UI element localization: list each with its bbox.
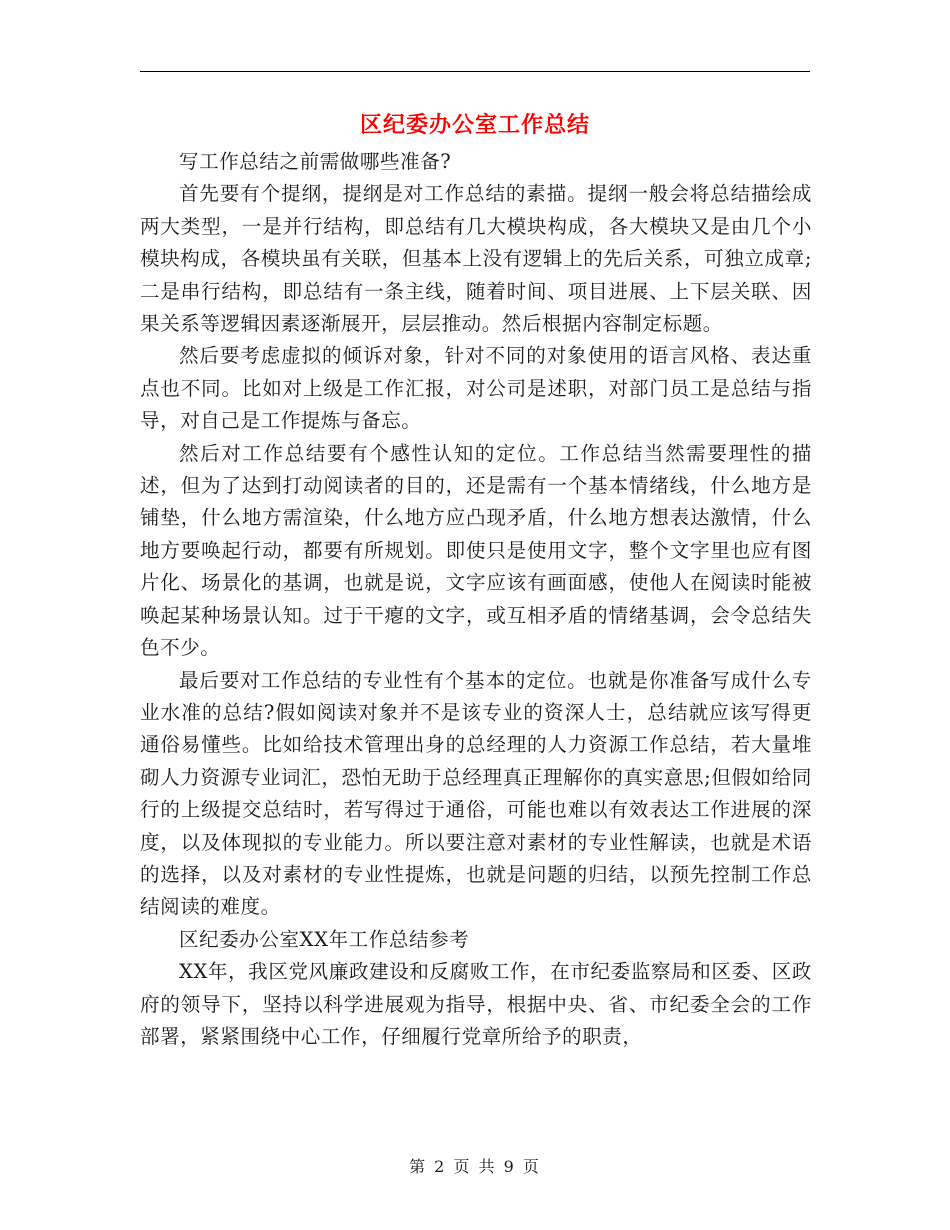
paragraph-summary-intro: XX年，我区党风廉政建设和反腐败工作，在市纪委监察局和区委、区政府的领导下，坚持以科学进展观为指导，根据中央、省、市纪委全会的工作部署，紧紧围绕中心工作，仔细履行党章所给予的职责，	[140, 960, 812, 1048]
paragraph-emotion: 然后对工作总结要有个感性认知的定位。工作总结当然需要理性的描述，但为了达到打动阅读者的目的，还是需有一个基本情绪线，什么地方是铺垫，什么地方需渲染，什么地方应凸现矛盾，什么地方想表达激情，什么地方要唤起行动，都要有所规划。即使只是使用文字，整个文字里也应有图片化、场景化的基调，也就是说，文字应该有画面感，使他人在阅读时能被唤起某种场景认知。过于干瘪的文字，或互相矛盾的情绪基调，会令总结失色不少。	[140, 441, 812, 660]
paragraph-outline: 首先要有个提纲，提纲是对工作总结的素描。提纲一般会将总结描绘成两大类型，一是并行结构，即总结有几大模块构成，各大模块又是由几个小模块构成，各模块虽有关联，但基本上没有逻辑上的先后关系，可独立成章;二是串行结构，即总结有一条主线，随着时间、项目进展、上下层关联、因果关系等逻辑因素逐渐展开，层层推动。然后根据内容制定标题。	[140, 182, 812, 336]
paragraph-question: 写工作总结之前需做哪些准备?	[179, 150, 452, 173]
header-rule	[140, 71, 810, 72]
document-body	[140, 146, 812, 1053]
paragraph-reference-heading: 区纪委办公室XX年工作总结参考	[179, 927, 470, 951]
document-title: 区纪委办公室工作总结	[359, 112, 590, 138]
paragraph-professionalism: 最后要对工作总结的专业性有个基本的定位。也就是你准备写成什么专业水准的总结?假如阅读对象并不是该专业的资深人士，总结就应该写得更通俗易懂些。比如给技术管理出身的总经理的人力资源工作总结，若大量堆砌人力资源专业词汇，恐怕无助于总经理真正理解你的真实意思;但假如给同行的上级提交总结时，若写得过于通俗，可能也难以有效表达工作进展的深度，以及体现拟的专业能力。所以要注意对素材的专业性解读，也就是术语的选择，以及对素材的专业性提炼，也就是问题的归结，以预先控制工作总结阅读的难度。	[140, 668, 812, 919]
paragraph-audience: 然后要考虑虚拟的倾诉对象，针对不同的对象使用的语言风格、表达重点也不同。比如对上级是工作汇报，对公司是述职，对部门员工是总结与指导，对自己是工作提炼与备忘。	[140, 344, 812, 433]
page-number: 第 2 页 共 9 页	[409, 1157, 541, 1176]
